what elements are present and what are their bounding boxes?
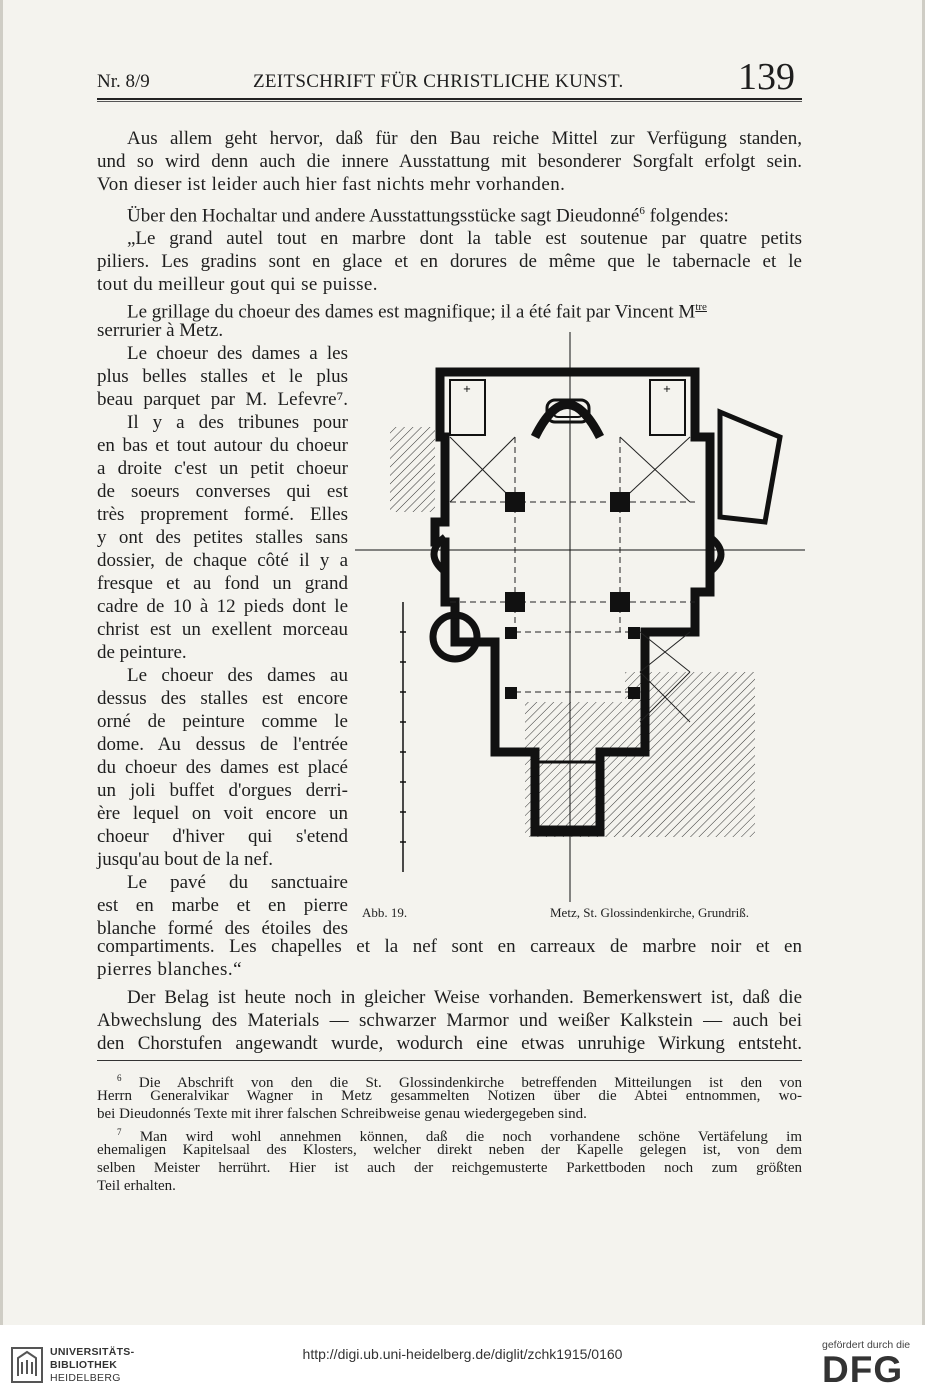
narrow-text-line: plus belles stalles et le plus — [97, 366, 348, 387]
narrow-text-line: jusqu'au bout de la nef. — [97, 849, 273, 870]
narrow-text-line: Le pavé du sanctuaire — [127, 872, 348, 893]
superscript-abbrev: tre — [695, 301, 707, 313]
text-segment: Le grillage du choeur des dames est magnifique; il a été fait par Vincent M — [127, 301, 696, 323]
dfg-logo: DFG — [822, 1349, 904, 1390]
text-line — [127, 200, 729, 227]
footnote-number: 6 — [117, 1073, 122, 1083]
narrow-text-line: de soeurs converses qui est — [97, 481, 348, 502]
narrow-text-line: choeur d'hiver qui s'etend — [97, 826, 348, 847]
narrow-text-line: est en marbe et en pierre — [97, 895, 348, 916]
narrow-text-line: orné de peinture comme le — [97, 711, 348, 732]
narrow-text-line: dessus des stalles est encore — [97, 688, 348, 709]
library-name-line2: BIBLIOTHEK — [50, 1359, 118, 1371]
text-line: Der Belag ist heute noch in gleicher Weise vorhanden. Bemerkenswert ist, daß die — [127, 987, 802, 1008]
text-segment: Über den Hochaltar und andere Ausstattungsstücke sagt Dieudonné — [127, 205, 640, 227]
figure-caption: Metz, St. Glossindenkirche, Grundriß. — [550, 905, 749, 920]
piers — [505, 492, 640, 699]
floor-plan-figure — [355, 332, 805, 902]
text-line: „Le grand autel tout en marbre dont la table est soutenue par quatre petits — [127, 228, 802, 249]
footnote-number: 7 — [117, 1127, 122, 1137]
text-line: den Chorstufen angewandt wurde, wodurch eine etwas unruhige Wirkung entsteht. — [97, 1033, 802, 1054]
narrow-text-line: dome. Au dessus de l'entrée — [97, 734, 348, 755]
footnote-line: bei Dieudonnés Texte mit ihrer falschen Schreibweise genau wiedergegeben sind. — [97, 1106, 587, 1122]
library-name-line3: HEIDELBERG — [50, 1372, 121, 1384]
narrow-text-line: Le choeur des dames a les — [127, 343, 348, 364]
footnote-ref: 6 — [639, 205, 645, 217]
narrow-text-line: christ est un exellent morceau — [97, 619, 348, 640]
issue-number: Nr. 8/9 — [97, 71, 150, 92]
sacristy-wall — [720, 412, 780, 522]
text-line: Aus allem geht hervor, daß für den Bau reiche Mittel zur Verfügung standen, — [127, 128, 802, 149]
narrow-text-line: fresque et au fond un grand — [97, 573, 348, 594]
library-name-line1: UNIVERSITÄTS- — [50, 1346, 135, 1358]
page-number: 139 — [738, 56, 795, 98]
cross-right: + — [662, 384, 672, 395]
text-line: compartiments. Les chapelles et la nef sont en carreaux de marbre noir et en — [97, 936, 802, 957]
narrow-text-line: Le choeur des dames au — [127, 665, 348, 686]
narrow-text-line: Il y a des tribunes pour — [127, 412, 348, 433]
sponsor-text: gefördert durch die — [822, 1339, 911, 1351]
journal-title: ZEITSCHRIFT FÜR CHRISTLICHE KUNST. — [253, 71, 624, 92]
footnote-line: Teil erhalten. — [97, 1178, 176, 1194]
header-rule — [97, 98, 802, 100]
narrow-text-line: cadre de 10 à 12 pieds dont le — [97, 596, 348, 617]
dashed-grid — [450, 437, 695, 692]
hatched-building-left — [390, 427, 435, 512]
footnote-text: Die Abschrift von den die St. Glossindenkirche betreffenden Mitteilungen ist den von — [138, 1075, 803, 1091]
cross-left: + — [462, 384, 472, 395]
narrow-text-line: dossier, de chaque côté il y a — [97, 550, 348, 571]
text-line: Abwechslung des Materials — schwarzer Marmor und weißer Kalkstein — auch bei — [97, 1010, 802, 1031]
text-line: Von dieser ist leider auch hier fast nichts mehr vorhanden. — [97, 174, 566, 195]
header-rule-thin — [97, 101, 802, 102]
text-line: serrurier à Metz. — [97, 320, 224, 341]
narrow-text-line: y ont des petites stalles sans — [97, 527, 348, 548]
footnote-line: selben Meister herrührt. Hier ist auch der reichgemusterte Parkettboden noch zum größten — [97, 1160, 802, 1176]
figure-label: Abb. 19. — [362, 905, 408, 920]
text-line: tout du meilleur gout qui se puisse. — [97, 274, 378, 295]
narrow-text-line: du choeur des dames est placé — [97, 757, 348, 778]
text-line: pierres blanches.“ — [97, 959, 243, 980]
text-segment: folgendes: — [644, 205, 729, 227]
narrow-text-line: en bas et tout autour du choeur — [97, 435, 348, 456]
footnote-text: Man wird wohl annehmen können, daß die noch vorhandene schöne Vertäfelung im — [139, 1129, 802, 1145]
narrow-text-line: blanche formé des étoiles des — [97, 918, 348, 939]
footnote-rule — [97, 1060, 802, 1061]
narrow-text-line: ère lequel on voit encore un — [97, 803, 348, 824]
narrow-text-line: un joli buffet d'orgues derri- — [97, 780, 348, 801]
footnote-line: Herrn Generalvikar Wagner in Metz gesammelten Notizen über die Abtei entnommen, wo- — [97, 1088, 802, 1104]
source-url[interactable]: http://digi.ub.uni-heidelberg.de/diglit/zchk1915/0160 — [302, 1346, 623, 1362]
text-line: und so wird denn auch die innere Ausstattung mit besonderer Sorgfalt erfolgt sein. — [97, 151, 802, 172]
narrow-text-line: a droite c'est un petit choeur — [97, 458, 348, 479]
narrow-text-line: de peinture. — [97, 642, 187, 663]
narrow-text-line: très proprement formé. Elles — [97, 504, 348, 525]
text-line: piliers. Les gradins sont en glace et en dorures de même que le tabernacle et le — [97, 251, 802, 272]
footnote-line: ehemaligen Kapitelsaal des Klosters, welcher direkt neben der Kapelle gelegen ist, von dem — [97, 1142, 802, 1158]
narrow-text-line: beau parquet par M. Lefevre⁷. — [97, 389, 348, 410]
